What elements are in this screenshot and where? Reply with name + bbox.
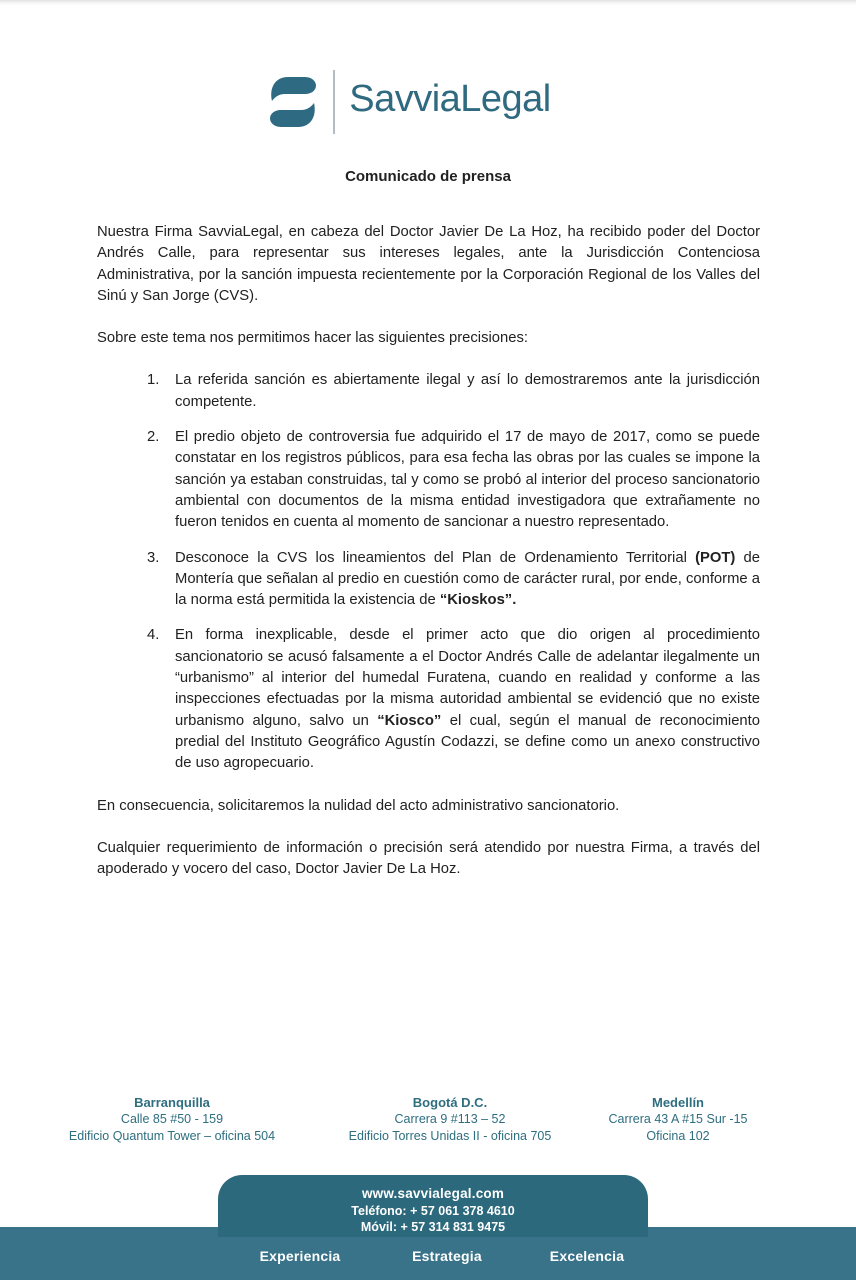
item-text-segment: (POT) <box>695 549 736 566</box>
item-text <box>175 427 760 533</box>
mobile-line <box>218 1220 648 1234</box>
item-text <box>175 625 760 774</box>
mobile-label: Móvil: <box>360 1220 397 1234</box>
list-item <box>147 370 760 413</box>
item-number: 1. <box>147 372 160 389</box>
office-address-line-2: Edificio Torres Unidas II - oficina 705 <box>348 1129 552 1143</box>
office-city: Bogotá D.C. <box>412 1095 488 1110</box>
list-item <box>147 548 760 612</box>
item-text-segment: La referida sanción es abiertamente ilegal y así lo demostraremos ante la jurisdicción competente. <box>175 372 760 410</box>
item-text <box>175 370 760 413</box>
item-text <box>175 548 760 612</box>
office-column <box>310 1094 590 1145</box>
logo-divider <box>333 70 335 134</box>
item-text-segment: “Kioskos”. <box>439 592 517 609</box>
brand-logo <box>0 0 838 134</box>
savvia-s-logo-icon <box>269 74 317 130</box>
contact-tab <box>218 1175 648 1237</box>
office-city: Medellín <box>651 1095 704 1110</box>
list-item <box>147 625 760 774</box>
office-column <box>52 1094 292 1145</box>
numbered-list <box>147 370 760 774</box>
closing-paragraph: Cualquier requerimiento de información o precisión será atendido por nuestra Firma, a través del apoderado y vocero del caso, Doctor Javier De La Hoz. <box>97 839 760 878</box>
item-text-segment: “Kiosco” <box>377 712 442 729</box>
item-number: 4. <box>147 627 160 644</box>
offices-footer <box>0 1094 856 1154</box>
document-body <box>97 222 760 880</box>
website-text: www.savvialegal.com <box>361 1186 505 1201</box>
item-text-segment: El predio objeto de controversia fue adquirido el 17 de mayo de 2017, como se puede constatar en los registros públicos, para esa fecha las obras por las cuales se impone la sanción ya estaban construidas, tal y como se probó al interior del proceso sancionatorio ambiental con documentos de la misma entidad investigadora que extrañamente no fueron tenidos en cuenta al momento de sancionar a nuestro representado. <box>175 429 760 531</box>
phone-label: Teléfono: <box>351 1203 407 1218</box>
lead-in-paragraph: Sobre este tema nos permitimos hacer las siguientes precisiones: <box>97 330 528 347</box>
office-column <box>568 1094 788 1145</box>
office-address-line-1: Carrera 9 #113 – 52 <box>394 1112 506 1126</box>
office-address-line-2: Edificio Quantum Tower – oficina 504 <box>68 1129 276 1143</box>
phone-line <box>218 1204 648 1218</box>
list-item <box>147 427 760 533</box>
intro-paragraph: Nuestra Firma SavviaLegal, en cabeza del Doctor Javier De La Hoz, ha recibido poder del Doctor Andrés Calle, para representar sus intereses legales, ante la Jurisdicción Contenciosa Administrativa, por la sanción impuesta recientemente por la Corporación Regional de los Valles del Sinú y San Jorge (CVS). <box>97 224 760 304</box>
conclusion-paragraph: En consecuencia, solicitaremos la nulidad del acto administrativo sancionatorio. <box>97 797 620 814</box>
item-text-segment: de Montería que señalan al predio en cuestión como de carácter rural, por ende, conforme a la norma está permitida la existencia de <box>175 549 760 609</box>
press-release-title: Comunicado de prensa <box>345 168 511 185</box>
tagline: Experiencia <box>259 1248 341 1264</box>
item-text-segment: el cual, según el manual de reconocimiento predial del Instituto Geográfico Agustín Codazzi, se define como un anexo constructivo de uso agropecuario. <box>175 712 761 772</box>
item-number: 3. <box>147 549 160 566</box>
office-city: Barranquilla <box>134 1095 210 1110</box>
phone-number: + 57 061 378 4610 <box>410 1203 515 1218</box>
item-text-segment: En forma inexplicable, desde el primer acto que dio origen al procedimiento sancionatorio se acusó falsamente a el Doctor Andrés Calle de adelantar ilegalmente un “urbanismo” al interior del humedal Furatena, cuando en realidad y conforme a las inspecciones efectuadas por la misma autoridad ambiental se evidenció que no existe urbanismo alguno, salvo un <box>175 627 760 729</box>
mobile-number: + 57 314 831 9475 <box>400 1220 506 1234</box>
item-number: 2. <box>147 429 160 446</box>
tagline: Estrategia <box>412 1248 482 1264</box>
tagline: Excelencia <box>549 1248 625 1264</box>
item-text-segment: Desconoce la CVS los lineamientos del Plan de Ordenamiento Territorial <box>175 549 696 566</box>
office-address-line-2: Oficina 102 <box>646 1129 710 1143</box>
office-address-line-1: Calle 85 #50 - 159 <box>120 1112 224 1126</box>
office-address-line-1: Carrera 43 A #15 Sur -15 <box>608 1112 748 1126</box>
brand-wordmark: SavviaLegal <box>349 78 551 120</box>
